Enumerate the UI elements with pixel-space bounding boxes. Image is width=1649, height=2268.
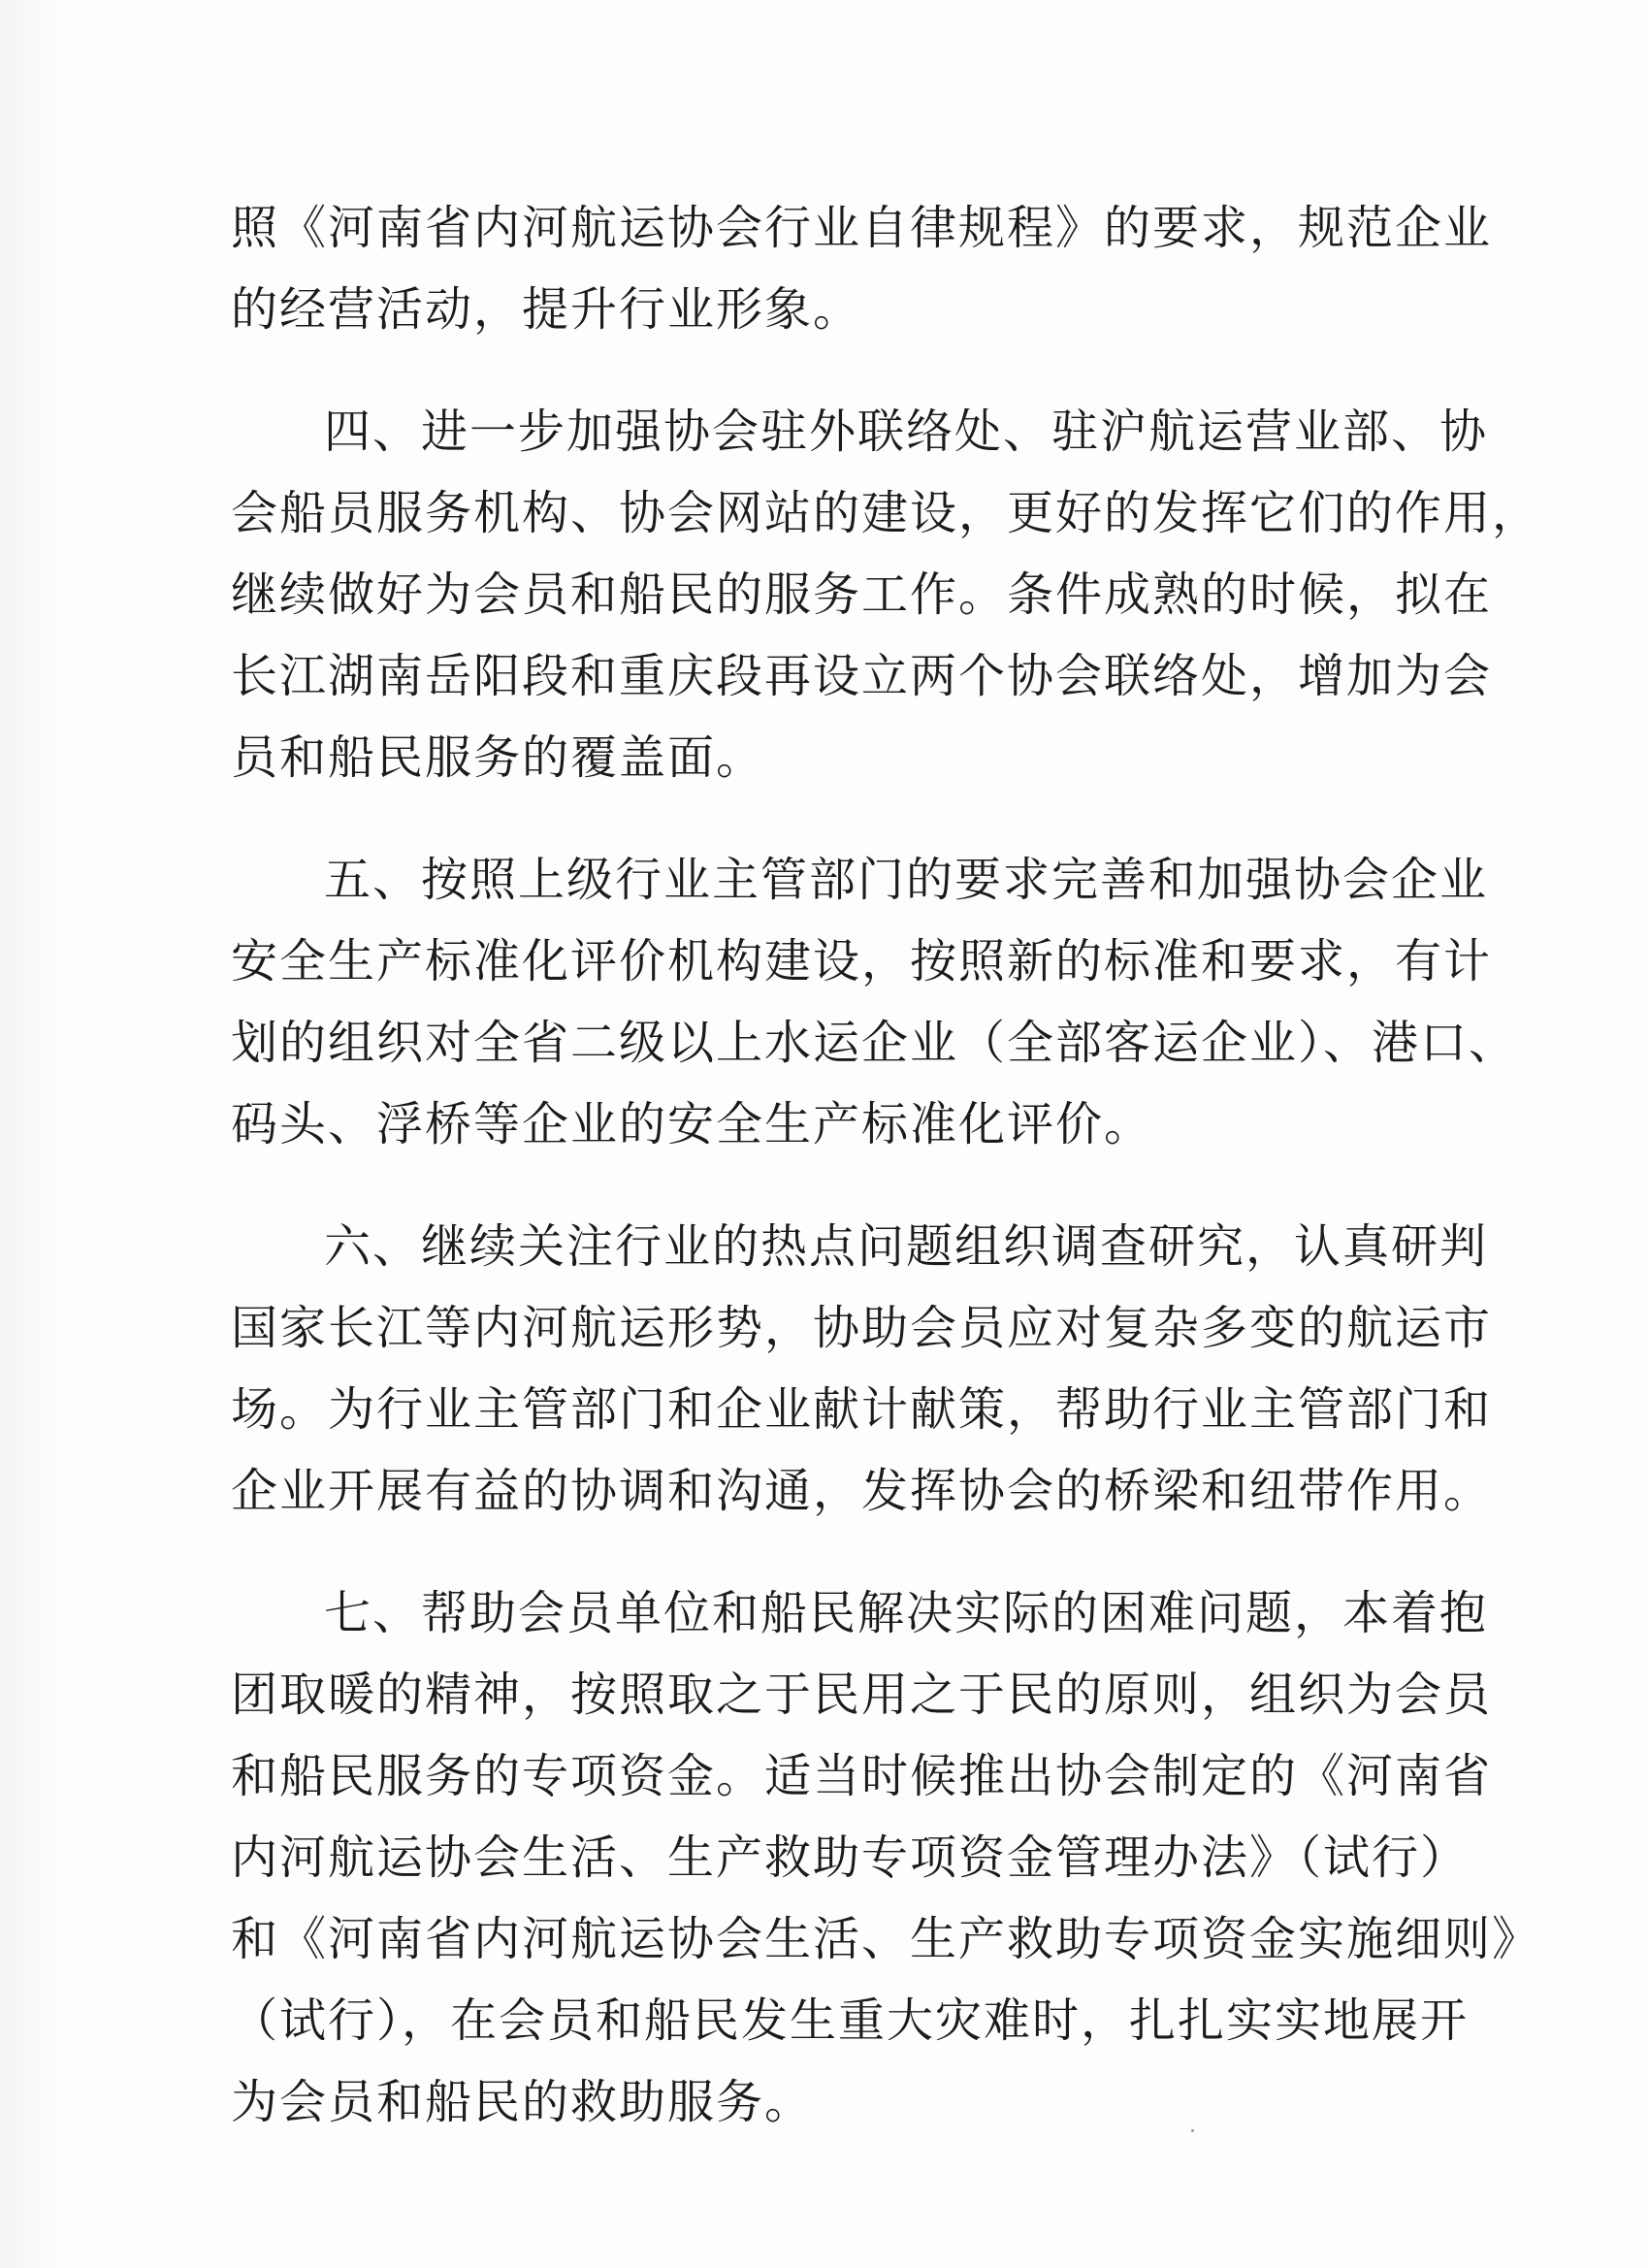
text-line: 照《河南省内河航运协会行业自律规程》的要求，规范企业 — [231, 201, 1493, 255]
text-line: 继续做好为会员和船民的服务工作。条件成熟的时候，拟在 — [231, 567, 1493, 622]
section-seven-heading-line: 七、帮助会员单位和船民解决实际的困难问题，本着抱 — [324, 1586, 1489, 1640]
text-line: 安全生产标准化评价机构建设，按照新的标准和要求，有计 — [231, 934, 1493, 988]
text-line: 场。为行业主管部门和企业献计献策，帮助行业主管部门和 — [231, 1382, 1493, 1437]
text-line: 企业开展有益的协调和沟通，发挥协会的桥梁和纽带作用。 — [231, 1464, 1493, 1518]
text-line: 长江湖南岳阳段和重庆段再设立两个协会联络处，增加为会 — [231, 649, 1493, 703]
text-line: 的经营活动，提升行业形象。 — [231, 282, 862, 337]
text-line: 为会员和船民的救助服务。 — [231, 2075, 814, 2129]
text-line: （试行），在会员和船民发生重大灾难时，扎扎实实地展开 — [231, 1993, 1470, 2048]
text-line: 划的组织对全省二级以上水运企业（全部客运企业）、港口、 — [231, 1016, 1518, 1070]
text-line: 团取暖的精神，按照取之于民用之于民的原则，组织为会员 — [231, 1668, 1493, 1722]
scan-edge-shadow — [0, 0, 58, 2268]
text-line: 码头、浮桥等企业的安全生产标准化评价。 — [231, 1097, 1153, 1151]
text-line: 和《河南省内河航运协会生活、生产救助专项资金实施细则》 — [231, 1912, 1541, 1966]
text-line: 和船民服务的专项资金。适当时候推出协会制定的《河南省 — [231, 1749, 1493, 1803]
text-line: 会船员服务机构、协会网站的建设，更好的发挥它们的作用， — [231, 486, 1541, 540]
scan-dust-speck — [1191, 2129, 1194, 2132]
text-line: 国家长江等内河航运形势，协助会员应对复杂多变的航运市 — [231, 1301, 1493, 1355]
text-line: 员和船民服务的覆盖面。 — [231, 730, 765, 785]
section-five-heading-line: 五、按照上级行业主管部门的要求完善和加强协会企业 — [324, 853, 1489, 907]
text-line: 内河航运协会生活、生产救助专项资金管理办法》（试行） — [231, 1831, 1470, 1885]
section-six-heading-line: 六、继续关注行业的热点问题组织调查研究，认真研判 — [324, 1219, 1489, 1274]
section-four-heading-line: 四、进一步加强协会驻外联络处、驻沪航运营业部、协 — [324, 405, 1489, 459]
